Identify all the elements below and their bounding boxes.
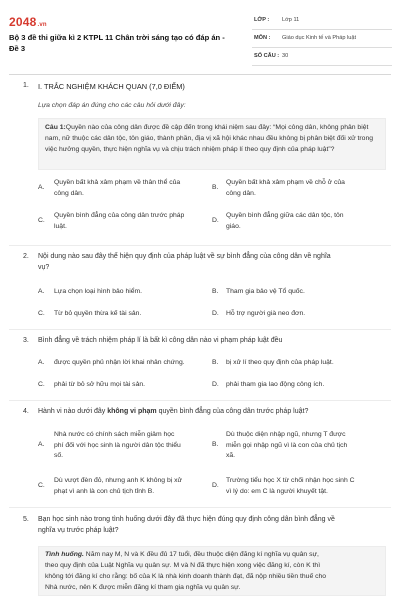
option-text: phải tham gia lao động công ích. [226,381,325,388]
option-letter: B. [212,184,219,191]
option-text: Quyền bất khả xâm phạm về chỗ ở của công dân. [226,179,345,197]
question-2-text: Nội dung nào sau đây thể hiện quy định của pháp luật về sự bình đẳng của công dân về nghĩa vụ? [38,253,331,271]
option-letter: C. [38,217,45,224]
option-text: Quyền bất khả xâm phạm về thân thể của công dân. [54,179,181,197]
option-text: phải từ bỏ sở hữu mọi tài sản. [54,381,146,388]
meta-value: Giáo dục Kinh tế và Pháp luật [282,35,357,41]
option-letter: A. [38,184,45,191]
meta-table [252,12,392,66]
meta-key: SỐ CÂU : [254,53,280,59]
question-separator [9,507,391,508]
option-letter: C. [38,381,45,388]
meta-row-class [252,12,392,30]
option-text: Dù vượt đèn đỏ, nhưng anh K không bị xử phạt vì anh là con chủ tịch tỉnh B. [54,477,183,495]
header-divider [9,74,391,75]
option-letter: B. [212,288,219,295]
logo-suffix: .vn [37,22,47,28]
situation-label: Tình huống. [45,551,84,558]
option-text: Từ bỏ quyền thừa kế tài sản. [54,310,142,317]
option-text: được quyền phủ nhận lời khai nhân chứng. [54,359,185,366]
meta-row-subject [252,30,392,48]
option-text: Lựa chọn loại hình bảo hiểm. [54,288,143,295]
option-letter: D. [212,217,219,224]
question-number: 2. [23,253,29,260]
page-title: Bộ 3 đề thi giữa kì 2 KTPL 11 Chân trời sáng tạo có đáp án - Đề 3 [9,33,225,53]
option-letter: A. [38,359,45,366]
site-logo[interactable] [9,15,47,29]
option-letter: B. [212,441,219,448]
option-text: Nhà nước có chính sách miễn giảm học phí đối với học sinh là người dân tộc thiểu số. [54,431,181,459]
option-letter: D. [212,310,219,317]
meta-row-count [252,48,392,66]
question-1-body: Quyền nào của công dân được đề cập đến trong khái niệm sau đây: “Mọi công dân, không phân biệt nam, nữ thuộc các dân tộc, tôn giáo, thành phần, địa vị xã hội khác nhau đều không bị phân biệt đối xử trong việc hưởng quyền, thực hiện nghĩa vụ và chịu trách nhiệm pháp lí theo quy định của pháp luật”? [45,124,374,153]
option-letter: D. [212,482,219,489]
meta-key: LỚP : [254,17,270,23]
question-separator [9,245,391,246]
situation-box [38,546,386,596]
option-text: Tham gia bảo vệ Tổ quốc. [226,288,305,295]
question-1-box [38,118,386,170]
question-1-label: Câu 1: [45,124,66,131]
meta-value: 30 [282,53,289,59]
logo-text: 2048 [9,15,37,29]
question-4-text: Hành vi nào dưới đây không vi phạm quyền bình đẳng của công dân trước pháp luật? [38,408,309,415]
option-text: Trường tiểu học X từ chối nhận học sinh C vì lý do: em C là người khuyết tật. [226,477,355,495]
option-letter: C. [38,482,45,489]
question-number: 1. [23,82,29,89]
meta-key: MÔN : [254,35,271,41]
question-number: 5. [23,516,29,523]
option-letter: A. [38,288,45,295]
question-1-text [45,122,381,155]
section-instruction: Lựa chọn đáp án đúng cho các câu hỏi dưới đây: [38,102,186,109]
option-letter: D. [212,381,219,388]
question-separator [9,400,391,401]
option-letter: C. [38,310,45,317]
question-number: 4. [23,408,29,415]
question-3-text: Bình đẳng về trách nhiệm pháp lí là bất kì công dân nào vi phạm pháp luật đều [38,337,283,344]
option-letter: A. [38,441,45,448]
option-text: Quyền bình đẳng giữa các dân tộc, tôn giáo. [226,212,344,230]
question-number: 3. [23,337,29,344]
option-text: Quyền bình đẳng của công dân trước pháp luật. [54,212,185,230]
question-separator [9,329,391,330]
option-letter: B. [212,359,219,366]
page-header [0,0,400,68]
option-text: Hỗ trợ người già neo đơn. [226,310,306,317]
situation-text: Tình huống. Năm nay M, N và K đều đủ 17 tuổi, đều thuộc diện đăng kí nghĩa vụ quân sự, theo quy định của Luật Nghĩa vụ quân sự. M và N đã thực hiện xong việc đăng kí, còn K thì không tới đăng kí cho rằng: bố của K là nhà kinh doanh thành đạt, đã nộp nhiều tiền thuế cho Nhà nước, nên K được miễn đăng kí tham gia nghĩa vụ quân sự. [45,551,327,591]
section-title: I. TRẮC NGHIỆM KHÁCH QUAN (7,0 ĐIỂM) [38,82,185,91]
option-text: Dù thuộc diện nhập ngũ, nhưng T được miễn gọi nhập ngũ vì là con của chủ tịch xã. [226,431,348,459]
question-5-text: Bạn học sinh nào trong tình huống dưới đây đã thực hiện đúng quy định công dân bình đẳng về nghĩa vụ trước pháp luật? [38,516,335,534]
option-text: bị xử lí theo quy định của pháp luật. [226,359,334,366]
question-4-emphasis: không vi phạm [107,408,157,415]
meta-value: Lớp 11 [282,17,300,23]
